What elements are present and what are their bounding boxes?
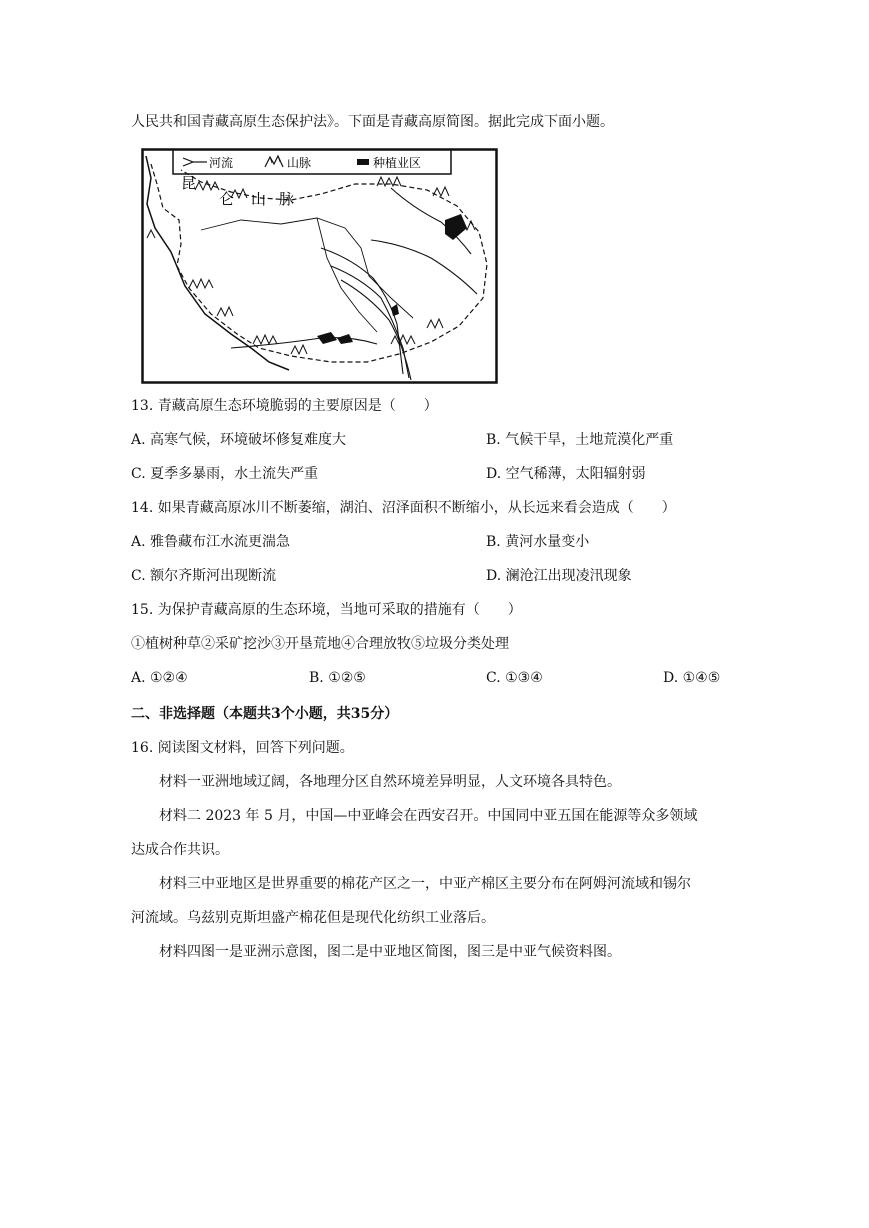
legend-farming-label: 种植业区	[373, 156, 422, 170]
q13-stem: 13. 青藏高原生态环境脆弱的主要原因是（ ）	[131, 398, 438, 414]
legend-mountain-label: 山脉	[287, 156, 312, 170]
q13-option-a[interactable]: A. 高寒气候，环境破坏修复难度大	[131, 432, 347, 448]
q15-option-c[interactable]: C. ①③④	[486, 670, 543, 686]
q16-material-3-line-2: 河流域。乌兹别克斯坦盛产棉花但是现代化纺织工业落后。	[131, 910, 495, 926]
q16-material-2-line-1: 材料二 2023 年 5 月，中国—中亚峰会在西安召开。中国同中亚五国在能源等众多领域	[159, 808, 698, 824]
q14-option-c[interactable]: C. 额尔齐斯河出现断流	[131, 568, 277, 584]
q16-material-3-line-1: 材料三中亚地区是世界重要的棉花产区之一，中亚产棉区主要分布在阿姆河流域和锡尔	[159, 876, 691, 892]
q16-material-2-line-2: 达成合作共识。	[131, 842, 229, 858]
intro-text: 人民共和国青藏高原生态保护法》。下面是青藏高原简图。据此完成下面小题。	[131, 114, 614, 130]
q16-stem: 16. 阅读图文材料，回答下列问题。	[131, 740, 354, 756]
q14-stem: 14. 如果青藏高原冰川不断萎缩，湖泊、沼泽面积不断缩小，从长远来看会造成（ ）	[131, 500, 676, 516]
q16-material-1: 材料一亚洲地域辽阔，各地理分区自然环境差异明显，人文环境各具特色。	[159, 774, 621, 790]
q15-option-b[interactable]: B. ①②⑤	[309, 670, 366, 686]
q13-option-c[interactable]: C. 夏季多暴雨，水土流失严重	[131, 466, 319, 482]
range-label-char-1: 昆	[181, 174, 197, 192]
q16-material-4: 材料四图一是亚洲示意图，图二是中亚地区简图，图三是中亚气候资料图。	[159, 944, 621, 960]
tibetan-plateau-map	[141, 148, 498, 384]
q13-option-b[interactable]: B. 气候干旱，土地荒漠化严重	[486, 432, 674, 448]
q14-option-d[interactable]: D. 澜沧江出现凌汛现象	[486, 568, 632, 584]
farming-legend-icon	[357, 159, 369, 165]
range-label-char-4: 脉	[279, 190, 295, 208]
q15-measures: ①植树种草②采矿挖沙③开垦荒地④合理放牧⑤垃圾分类处理	[131, 636, 509, 652]
q14-option-a[interactable]: A. 雅鲁藏布江水流更湍急	[131, 534, 291, 550]
range-label-char-3: 山	[251, 190, 267, 208]
q15-stem: 15. 为保护青藏高原的生态环境，当地可采取的措施有（ ）	[131, 602, 522, 618]
q14-option-b[interactable]: B. 黄河水量变小	[486, 534, 590, 550]
range-label-char-2: 仑	[219, 190, 235, 208]
section-heading: 二、非选择题（本题共3个小题，共35分）	[131, 706, 399, 722]
q15-option-d[interactable]: D. ①④⑤	[663, 670, 721, 686]
q15-option-a[interactable]: A. ①②④	[131, 670, 188, 686]
q13-option-d[interactable]: D. 空气稀薄，太阳辐射弱	[486, 466, 646, 482]
legend-river-label: 河流	[209, 156, 234, 170]
